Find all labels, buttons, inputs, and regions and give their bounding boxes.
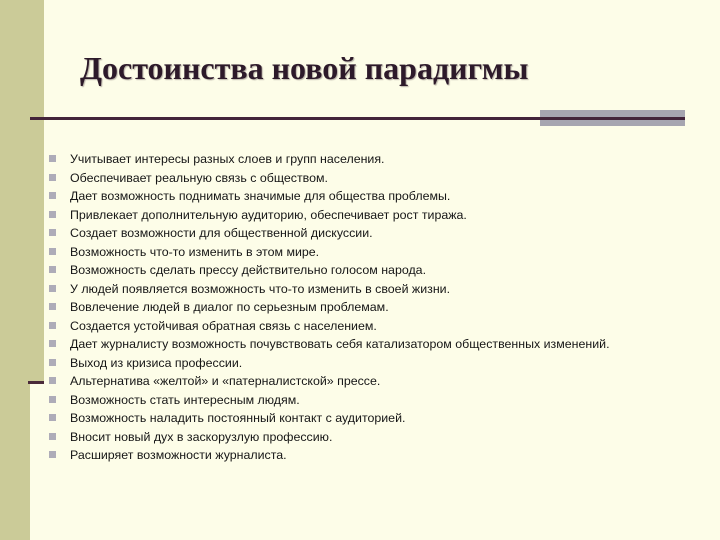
list-item-text: Создается устойчивая обратная связь с населением. [70, 318, 377, 333]
square-bullet-icon [49, 192, 56, 199]
list-item [49, 298, 709, 317]
list-item-text: Привлекает дополнительную аудиторию, обеспечивает рост тиража. [70, 207, 467, 222]
title-rule-accent-line [540, 117, 685, 120]
list-item-text: Вносит новый дух в заскорузлую профессию. [70, 429, 333, 444]
square-bullet-icon [49, 211, 56, 218]
square-bullet-icon [49, 285, 56, 292]
square-bullet-icon [49, 174, 56, 181]
list-item-text: Дает журналисту возможность почувствовать себя катализатором общественных изменений. [70, 337, 610, 351]
list-item [49, 206, 709, 225]
square-bullet-icon [49, 340, 56, 347]
square-bullet-icon [49, 451, 56, 458]
list-item [49, 317, 709, 336]
square-bullet-icon [49, 266, 56, 273]
list-item-text: Расширяет возможности журналиста. [70, 448, 287, 462]
list-item [49, 280, 709, 299]
list-item-text: Обеспечивает реальную связь с обществом. [70, 170, 328, 185]
list-item [49, 354, 709, 373]
list-item-text: Дает возможность поднимать значимые для общества проблемы. [70, 189, 451, 203]
square-bullet-icon [49, 248, 56, 255]
slide-title: Достоинства новой парадигмы [80, 50, 529, 86]
list-item [49, 169, 709, 188]
list-item-text: Альтернатива «желтой» и «патерналистской» прессе. [70, 374, 381, 388]
list-item-text: Создает возможности для общественной дискуссии. [70, 226, 373, 240]
square-bullet-icon [49, 414, 56, 421]
list-item-text: Возможность стать интересным людям. [70, 392, 300, 407]
list-item-text: У людей появляется возможность что-то изменить в своей жизни. [70, 281, 451, 296]
square-bullet-icon [49, 396, 56, 403]
left-accent-bar [0, 0, 30, 540]
list-item-text: Вовлечение людей в диалог по серьезным проблемам. [70, 300, 389, 314]
square-bullet-icon [49, 433, 56, 440]
list-item [49, 150, 709, 169]
list-item [49, 224, 709, 243]
list-item-text: Возможность сделать прессу действительно голосом народа. [70, 263, 427, 277]
list-item [49, 446, 709, 465]
list-item-text: Учитывает интересы разных слоев и групп населения. [70, 152, 385, 166]
square-bullet-icon [49, 303, 56, 310]
list-item [49, 261, 709, 280]
list-item [49, 243, 709, 262]
square-bullet-icon [49, 359, 56, 366]
square-bullet-icon [49, 229, 56, 236]
list-item [49, 335, 709, 354]
list-item-text: Возможность наладить постоянный контакт с аудиторией. [70, 411, 406, 425]
square-bullet-icon [49, 322, 56, 329]
list-item [49, 187, 709, 206]
list-item-text: Возможность что-то изменить в этом мире. [70, 244, 320, 259]
bullet-list [49, 150, 709, 465]
left-accent-bar-extension [30, 0, 44, 381]
list-item-text: Выход из кризиса профессии. [70, 355, 243, 370]
list-item [49, 428, 709, 447]
square-bullet-icon [49, 155, 56, 162]
list-item [49, 391, 709, 410]
square-bullet-icon [49, 377, 56, 384]
list-item [49, 372, 709, 391]
list-item [49, 409, 709, 428]
left-accent-divider [28, 381, 44, 384]
